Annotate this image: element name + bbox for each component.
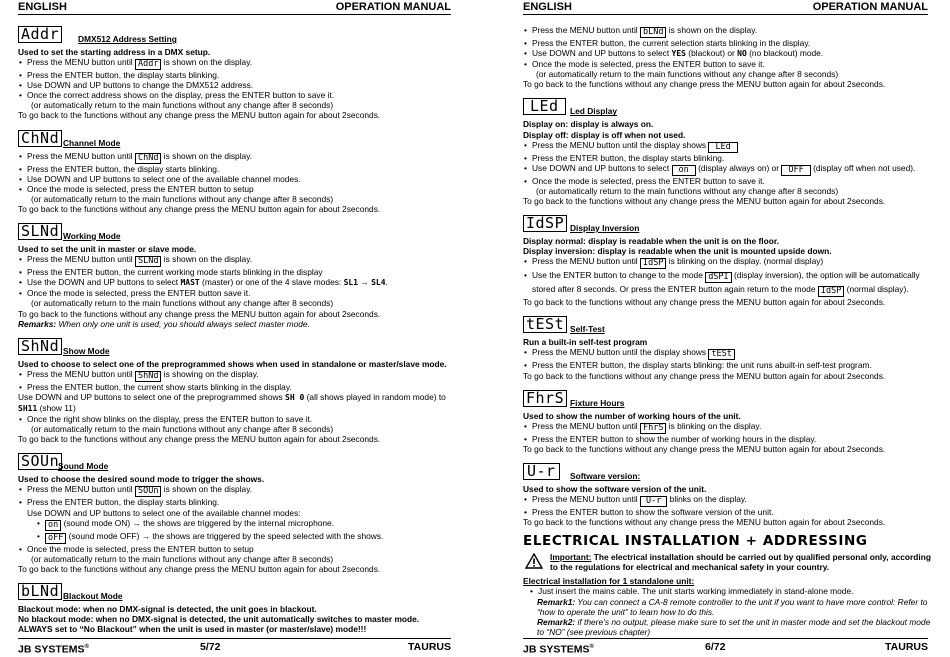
section-title: Software version:: [570, 470, 641, 481]
back-note: To go back to the functions without any change press the MENU button again for about 2seconds.: [18, 563, 381, 574]
section-subtitle: Used to set the unit in master or slave mode.: [18, 244, 197, 255]
list-item: • Press the MENU button until the display shows tESt: [523, 347, 935, 360]
list-item: • Press the MENU button until SLNd is shown on the display.: [18, 254, 453, 267]
lcd-display-icon: ChNd: [18, 130, 62, 147]
back-note: To go back to the functions without any change press the MENU button again for about 2seconds.: [18, 110, 381, 121]
list-item: • Use DOWN and UP buttons to select YES (blackout) or NO (no blackout) mode.: [523, 48, 935, 59]
lcd-display-icon: SOUn: [135, 486, 161, 497]
section-title: Working Mode: [63, 231, 121, 242]
lcd-display-icon: IdSP: [640, 258, 666, 269]
section-subtitle: Display inversion: display is readable when the unit is mounted upside down.: [523, 246, 832, 257]
header-language: ENGLISH: [18, 1, 67, 13]
back-note: To go back to the functions without any change press the MENU button again for about 2seconds.: [523, 370, 886, 381]
section-show-mode: [18, 337, 453, 445]
section-subtitle: No blackout mode: when no DMX-signal is detected, the unit automatically switches to master mode.: [18, 614, 420, 624]
list-item: • Once the correct address shows on the display, press the ENTER button to save it. (or automatically return to the main functions without any change after 8 seconds): [18, 90, 453, 110]
back-note: To go back to the functions without any change press the MENU button again for about 2seconds.: [523, 443, 886, 454]
section-subtitle: Used to show the number of working hours of the unit.: [523, 410, 741, 421]
list-item: • Press the ENTER button, the current show starts blinking in the display.: [18, 382, 453, 392]
list-item: • Press the ENTER button, the display starts blinking.: [523, 153, 935, 163]
list-item: • Press the MENU button until IdSP is blinking on the display. (normal display): [523, 256, 935, 269]
footer-product: TAURUS: [885, 641, 928, 653]
back-note: To go back to the functions without any change press the MENU button again for about 2seconds.: [18, 308, 381, 319]
back-note: To go back to the functions without any change press the MENU button again for about 2seconds.: [18, 203, 381, 214]
section-led-display: [523, 97, 935, 206]
section-subtitle: Used to set the starting address in a DMX setup.: [18, 47, 211, 57]
list-item: • Press the ENTER button, the display starts blinking.: [18, 164, 453, 174]
section-title: Display Inversion: [570, 223, 640, 234]
lcd-display-icon: OFF: [781, 165, 810, 176]
lcd-display-icon: ShNd: [18, 338, 62, 355]
lcd-display-icon: IdSP: [818, 286, 844, 297]
list-item: • Use DOWN and UP buttons to change the DMX512 address.: [18, 80, 453, 90]
lcd-display-icon: SLNd: [18, 223, 62, 240]
footer-brand: JB SYSTEMS®: [18, 643, 89, 656]
section-electrical-installation: [523, 533, 935, 637]
section-title: Blackout Mode: [63, 590, 123, 601]
list-item: • oFF (sound mode OFF) → the shows are triggered by the speed selected with the shows.: [18, 531, 453, 544]
section-title: Fixture Hours: [570, 397, 625, 408]
section-display-inversion: [523, 214, 935, 307]
section-subtitle: Blackout mode: when no DMX-signal is detected, the unit goes in blackout.: [18, 603, 317, 614]
list-item: • Once the mode is selected, press the ENTER button to save it. (or automatically return to the main functions without any change after 8 seconds): [523, 59, 935, 79]
back-note: To go back to the functions without any change press the MENU button again for about 2seconds.: [18, 434, 381, 445]
lcd-display-icon: LEd: [523, 98, 566, 115]
lcd-display-icon: U-r: [523, 463, 560, 480]
section-subtitle: Run a built-in self-test program: [523, 337, 648, 348]
right-page: [475, 0, 950, 654]
list-item: • Press the ENTER button, the display starts blinking.: [18, 497, 453, 507]
header-manual-title: OPERATION MANUAL: [335, 1, 451, 13]
section-title: Sound Mode: [58, 461, 109, 472]
list-item: • Press the ENTER button, the display starts blinking: the unit runs abuilt-in self-test program.: [523, 360, 935, 370]
lcd-display-icon: on: [672, 165, 696, 176]
list-item: • Use the ENTER button to change to the mode dSPI (display inversion), the option will be automatically stored after 8 seconds. Or press the ENTER button again return to the mode IdSP (normal display).: [523, 269, 935, 297]
remark: Remark1: You can connect a CA-8 remote controller to the unit if you want to have more control: Refer to “how to operate the unit” to learn how to do this.: [537, 596, 928, 617]
list-item: • Once the right show blinks on the display, press the ENTER button to save it. (or automatically return to the main functions without any change after 8 seconds): [18, 414, 453, 434]
section-title: Show Mode: [63, 345, 110, 356]
footer-page-number: 6/72: [705, 641, 726, 653]
lcd-display-icon: Addr: [18, 26, 62, 43]
lcd-display-icon: FhrS: [640, 423, 666, 434]
section-subtitle: Display normal: display is readable when the unit is on the floor.: [523, 236, 779, 247]
list-item: • Once the mode is selected, press the ENTER button to setup (or automatically return to the main functions without any change after 8 seconds): [18, 184, 453, 204]
section-software-version: [523, 462, 935, 527]
warning-icon: [525, 553, 543, 569]
list-item: • Press the MENU button until FhrS is blinking on the display.: [523, 421, 935, 434]
list-item: • on (sound mode ON) → the shows are triggered by the internal microphone.: [18, 518, 453, 531]
left-page: [0, 0, 475, 654]
section-subtitle: Display off: display is off when not used.: [523, 129, 686, 140]
page-header: [523, 1, 928, 15]
list-item: • Once the mode is selected, press the ENTER button save it. (or automatically return to the main functions without any change after 8 seconds): [18, 288, 453, 308]
list-item: • Press the ENTER button to show the software version of the unit.: [523, 507, 935, 517]
back-note: To go back to the functions without any change press the MENU button again for about 2seconds.: [523, 79, 886, 90]
lcd-display-icon: oFF: [45, 533, 66, 544]
paragraph: Use DOWN and UP buttons to select one of the preprogrammed shows SH 0 (all shows played in random mode) to SH11 (show 11): [18, 391, 446, 413]
lcd-display-icon: U-r: [640, 496, 667, 507]
section-blackout-mode: [18, 582, 453, 634]
list-item: • Press the ENTER button, the current working mode starts blinking in the display: [18, 267, 453, 277]
section-title: Channel Mode: [63, 137, 121, 148]
section-subtitle: Used to show the software version of the unit.: [523, 483, 707, 494]
remark: Remark2: if there’s no output, please make sure to set the unit in master mode and set the blackout mode to “NO” (see previous chapter): [537, 616, 931, 637]
section-subtitle: Display on: display is always on.: [523, 119, 654, 130]
back-note: To go back to the functions without any change press the MENU button again for about 2seconds.: [523, 195, 886, 206]
list-item: • Press the ENTER button to show the number of working hours in the display.: [523, 434, 935, 444]
page-footer: [523, 638, 928, 656]
back-note: To go back to the functions without any change press the MENU button again for about 2seconds.: [523, 517, 886, 528]
list-item: • Press the MENU button until bLNd is shown on the display.: [523, 25, 935, 38]
list-item: • Press the ENTER button, the current selection starts blinking in the display.: [523, 38, 935, 48]
section-working-mode: [18, 222, 453, 329]
section-subtitle: ALWAYS set to “No Blackout” when the unit is used in master (or master/slave) mode!!!: [18, 624, 367, 635]
section-blackout-continued: [523, 25, 935, 89]
page-header: [18, 1, 451, 15]
page-footer: [18, 638, 451, 656]
footer-product: TAURUS: [408, 641, 451, 653]
lcd-display-icon: dSPI: [705, 272, 731, 283]
back-note: To go back to the functions without any change press the MENU button again for about 2seconds.: [523, 297, 886, 308]
list-item: • Press the MENU button until ChNd is shown on the display.: [18, 151, 453, 164]
important-note: Important: The electrical installation should be carried out by qualified personal only, according to the regulations for electrical and mechanical safety in your country.: [523, 552, 935, 572]
lcd-display-icon: FhrS: [523, 390, 567, 407]
list-item: • Once the mode is selected, press the ENTER button to save it. (or automatically return to the main functions without any change after 8 seconds): [523, 176, 935, 196]
footer-brand: JB SYSTEMS®: [523, 643, 594, 656]
list-item: • Use DOWN and UP buttons to select one of the available channel modes.: [18, 174, 453, 184]
list-item: • Press the ENTER button, the display starts blinking.: [18, 70, 453, 80]
lcd-display-icon: LEd: [708, 142, 737, 153]
paragraph: Use DOWN and UP buttons to select one of the available channel modes:: [27, 507, 301, 518]
section-sound-mode: [18, 452, 453, 574]
list-item: • Press the MENU button until U-r blinks on the display.: [523, 494, 935, 507]
page-body: [18, 25, 453, 634]
list-item: • Just insert the mains cable. The unit starts working immediately in stand-alone mode.: [529, 586, 935, 596]
section-title: DMX512 Address Setting: [78, 34, 177, 44]
footer-page-number: 5/72: [200, 641, 221, 653]
list-item: • Press the MENU button until ShNd is showing on the display.: [18, 369, 453, 382]
section-fixture-hours: [523, 389, 935, 454]
section-self-test: [523, 315, 935, 380]
lcd-display-icon: SOUn: [18, 453, 62, 470]
lcd-display-icon: tESt: [708, 349, 734, 360]
list-item: • Press the MENU button until Addr is shown on the display.: [18, 57, 453, 70]
lcd-display-icon: IdSP: [523, 215, 567, 232]
section-subtitle: Used to choose the desired sound mode to trigger the shows.: [18, 474, 265, 485]
section-subtitle: Used to choose to select one of the preprogrammed shows when used in standalone or master/slave mode.: [18, 358, 447, 369]
section-address: [18, 25, 453, 121]
header-manual-title: OPERATION MANUAL: [812, 1, 928, 13]
list-item: • Press the MENU button until the display shows LEd: [523, 140, 935, 153]
lcd-display-icon: Addr: [135, 59, 161, 70]
list-item: • Press the MENU button until SOUn is shown on the display.: [18, 484, 453, 497]
lcd-display-icon: ChNd: [135, 153, 161, 164]
lcd-display-icon: tESt: [523, 316, 567, 333]
section-title: Led Display: [570, 106, 618, 117]
page-body: [523, 25, 935, 637]
remarks: Remarks: When only one unit is used, you should always select master mode.: [18, 318, 310, 329]
header-language: ENGLISH: [523, 1, 572, 13]
lcd-display-icon: on: [45, 520, 61, 531]
list-item: • Use DOWN and UP buttons to select on (display always on) or OFF (display off when not used).: [523, 163, 935, 176]
list-item: • Once the mode is selected, press the ENTER button to setup (or automatically return to the main functions without any change after 8 seconds): [18, 544, 453, 564]
lcd-display-icon: bLNd: [640, 27, 666, 38]
lcd-display-icon: SLNd: [135, 256, 161, 267]
list-item: • Use the DOWN and UP buttons to select MAST (master) or one of the 4 slave modes: SL1 → SL4.: [18, 277, 453, 288]
section-subtitle: Electrical installation for 1 standalone unit:: [523, 576, 695, 587]
lcd-display-icon: bLNd: [18, 583, 62, 600]
section-title: Self-Test: [570, 324, 605, 335]
section-heading: ELECTRICAL INSTALLATION + ADDRESSING: [523, 533, 868, 550]
lcd-display-icon: ShNd: [135, 371, 161, 382]
section-channel-mode: [18, 129, 453, 214]
